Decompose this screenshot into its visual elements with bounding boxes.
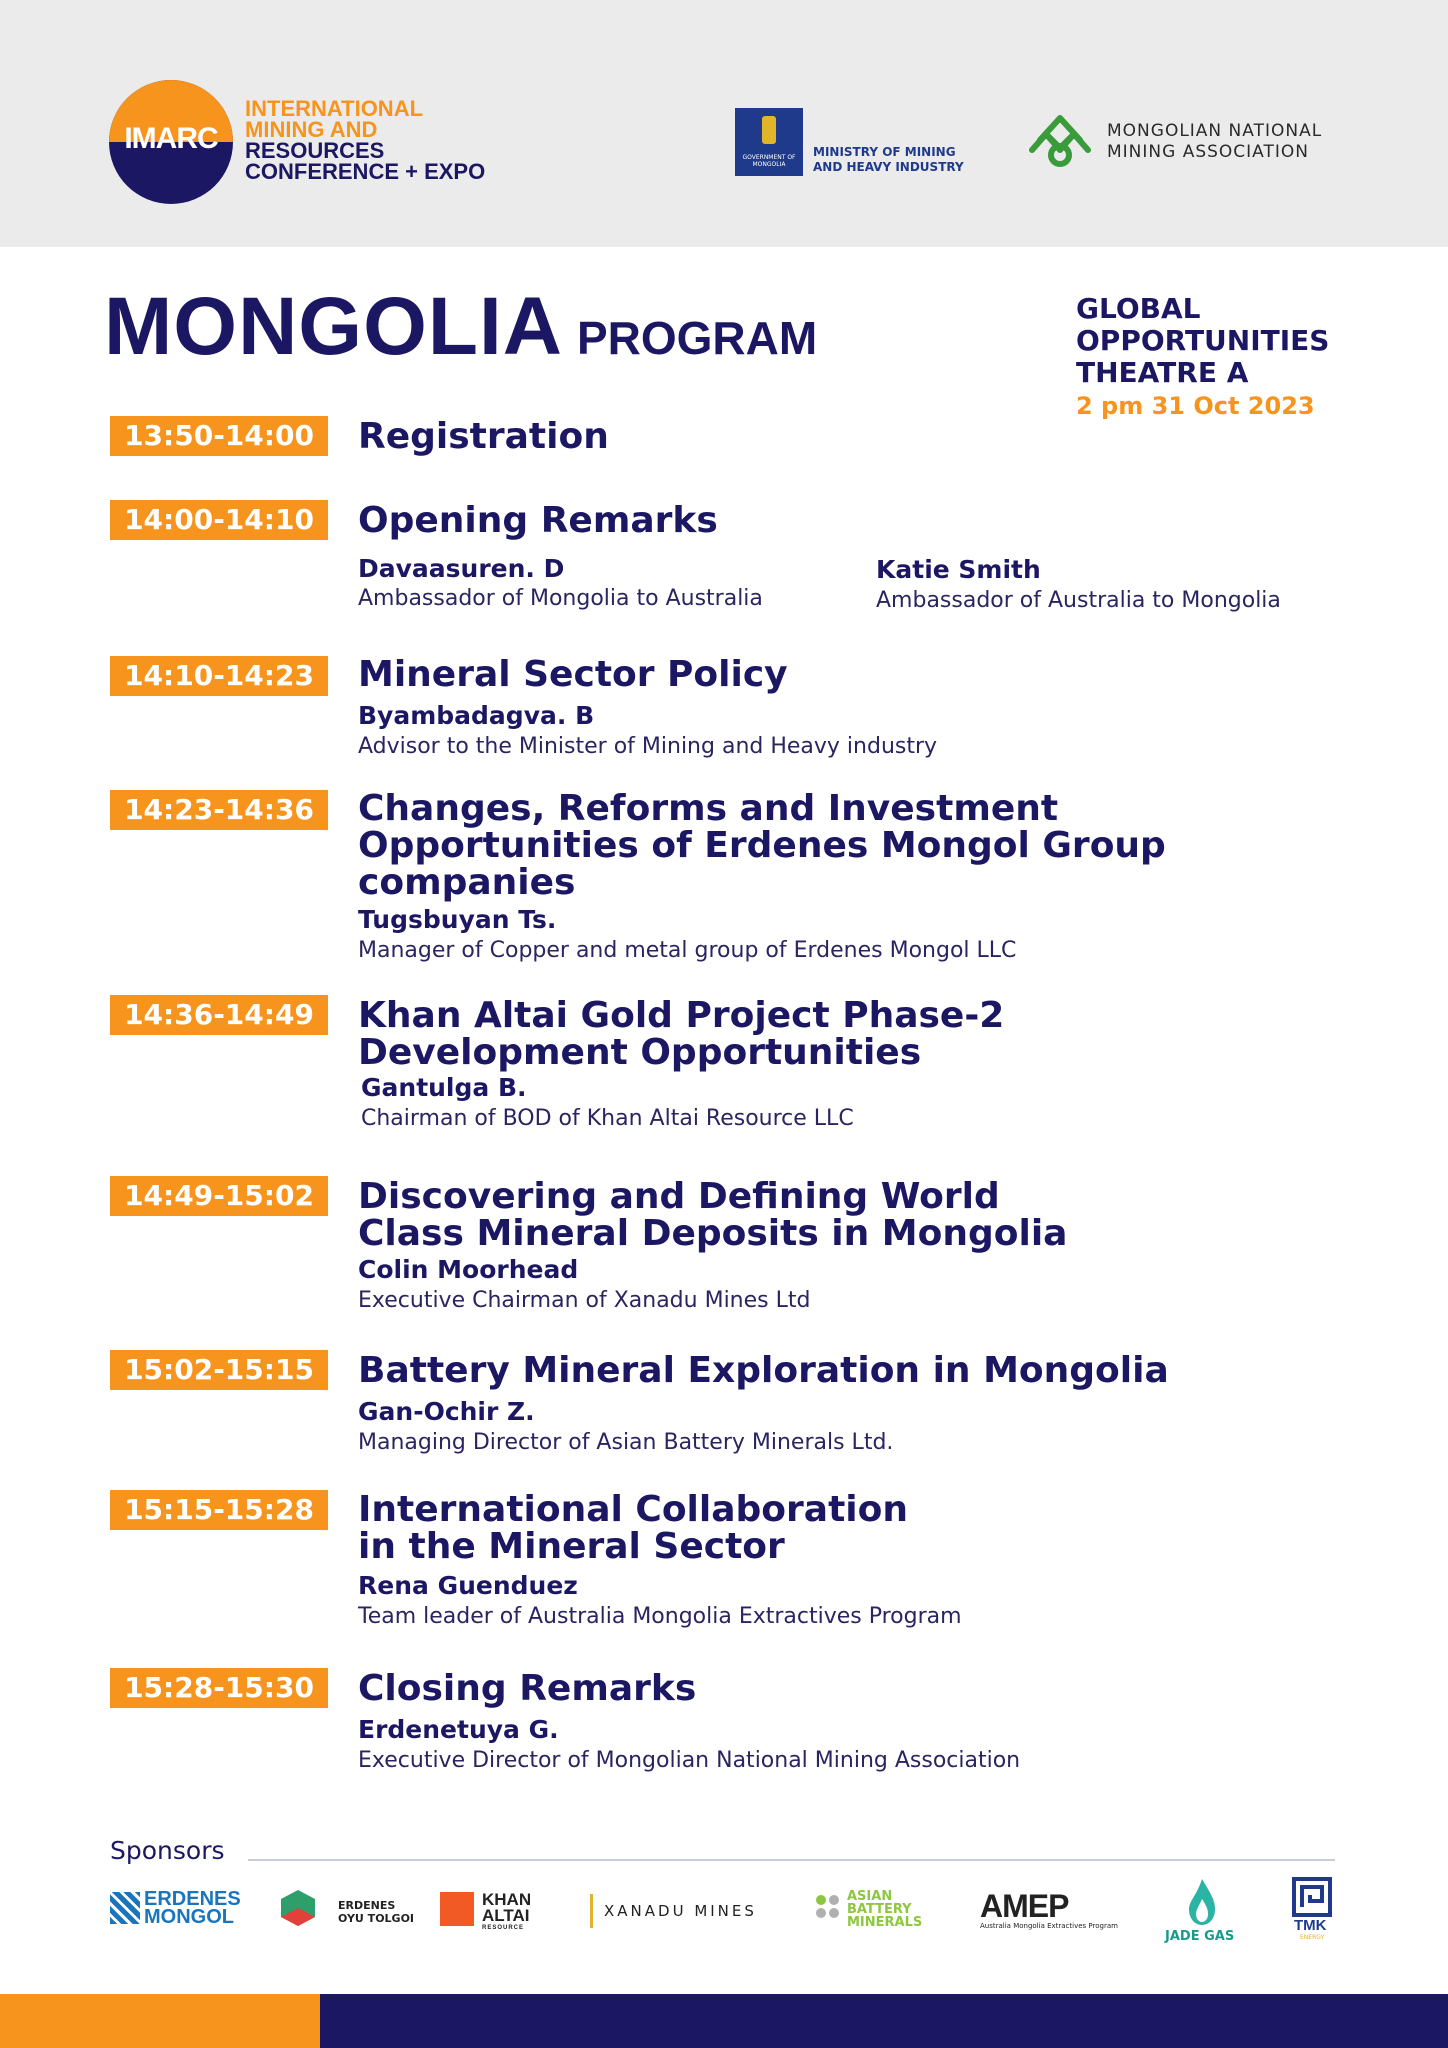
amep-logo xyxy=(980,1890,1118,1930)
ministry-line: AND HEAVY INDUSTRY xyxy=(813,160,964,174)
ministry-line: MINISTRY OF MINING xyxy=(813,145,956,159)
mnma-line: MONGOLIAN NATIONAL xyxy=(1107,121,1323,141)
title-main: MONGOLIA xyxy=(104,281,563,372)
session-time: 14:10-14:23 xyxy=(110,656,328,696)
battery-dots-icon xyxy=(815,1894,841,1920)
sponsors-heading: Sponsors xyxy=(110,1836,225,1865)
emblem-caption: GOVERNMENT OF xyxy=(742,154,796,161)
session-time: 14:00-14:10 xyxy=(110,500,328,540)
sponsor-text: ASIAN xyxy=(847,1889,893,1904)
sponsor-text: AMEP xyxy=(980,1888,1069,1924)
imarc-logo xyxy=(109,80,233,204)
sponsor-text: OYU TOLGOI xyxy=(338,1912,415,1925)
sponsor-text: JADE GAS xyxy=(1165,1929,1235,1944)
session-time: 14:36-14:49 xyxy=(110,995,328,1035)
imarc-line: MINING AND xyxy=(245,117,378,142)
session-title: Opportunities of Erdenes Mongol Group xyxy=(358,825,1166,866)
khan-altai-square-icon xyxy=(440,1892,474,1926)
session-title: Registration xyxy=(358,416,609,457)
speaker-role: Manager of Copper and metal group of Erdenes Mongol LLC xyxy=(358,938,1017,963)
sponsor-text: Australia Mongolia Extractives Program xyxy=(980,1922,1118,1930)
session-time: 13:50-14:00 xyxy=(110,416,328,456)
speaker-role: Advisor to the Minister of Mining and Heavy industry xyxy=(358,734,938,759)
mnma-line: MINING ASSOCIATION xyxy=(1107,142,1309,162)
speaker-role: Executive Chairman of Xanadu Mines Ltd xyxy=(358,1288,811,1313)
session-title: Opening Remarks xyxy=(358,500,718,541)
imarc-line: INTERNATIONAL xyxy=(245,96,424,121)
sponsor-text: RESOURCE xyxy=(482,1925,525,1931)
speaker-name: Rena Guenduez xyxy=(358,1571,578,1600)
sponsor-text: MINERALS xyxy=(847,1915,923,1930)
page-title xyxy=(104,280,817,374)
session-title: Discovering and Defining World xyxy=(358,1176,1000,1217)
speaker-name: Colin Moorhead xyxy=(358,1255,579,1284)
emblem-caption: MONGOLIA xyxy=(752,161,786,168)
ministry-name xyxy=(813,145,964,175)
sponsor-text: KHAN xyxy=(482,1890,532,1909)
session-title: companies xyxy=(358,862,576,903)
title-sub: PROGRAM xyxy=(576,312,818,364)
footer-bar-orange xyxy=(0,1994,320,2048)
venue-line: THEATRE A xyxy=(1076,356,1249,389)
session-title: Class Mineral Deposits in Mongolia xyxy=(358,1213,1068,1254)
speaker-role: Team leader of Australia Mongolia Extractives Program xyxy=(358,1604,962,1629)
session-title: Closing Remarks xyxy=(358,1668,697,1709)
venue-line: GLOBAL xyxy=(1076,292,1201,325)
session-time: 15:15-15:28 xyxy=(110,1490,328,1530)
session-title: International Collaboration xyxy=(358,1489,908,1530)
sponsor-text: TMK xyxy=(1294,1917,1327,1934)
speaker-role: Ambassador of Mongolia to Australia xyxy=(358,586,763,611)
sponsor-text: BATTERY xyxy=(847,1902,912,1917)
tmk-maze-icon xyxy=(1292,1877,1332,1917)
speaker-name: Katie Smith xyxy=(876,555,1041,584)
speaker-name: Erdenetuya G. xyxy=(358,1715,559,1744)
speaker-name: Gantulga B. xyxy=(361,1073,527,1102)
xanadu-bar-icon xyxy=(590,1894,593,1928)
session-time: 14:49-15:02 xyxy=(110,1176,328,1216)
sponsor-text: XANADU MINES xyxy=(604,1902,757,1920)
speaker-name: Gan-Ochir Z. xyxy=(358,1397,535,1426)
speaker-role: Ambassador of Australia to Mongolia xyxy=(876,588,1281,613)
sponsor-text: ENERGY xyxy=(1300,1934,1325,1941)
session-title: Development Opportunities xyxy=(358,1032,922,1073)
speaker-name: Byambadagva. B xyxy=(358,701,595,730)
session-title: Battery Mineral Exploration in Mongolia xyxy=(358,1350,1169,1391)
sponsor-text: ERDENES xyxy=(338,1899,396,1912)
speaker-role: Chairman of BOD of Khan Altai Resource LLC xyxy=(361,1106,854,1131)
sponsor-text: MONGOL xyxy=(144,1906,234,1928)
session-time: 15:28-15:30 xyxy=(110,1668,328,1708)
speaker-role: Executive Director of Mongolian National Mining Association xyxy=(358,1748,1021,1773)
speaker-name: Davaasuren. D xyxy=(358,554,565,583)
session-title: Changes, Reforms and Investment xyxy=(358,788,1059,829)
mnma-knot-icon xyxy=(1026,110,1094,170)
sponsor-text: ERDENES xyxy=(144,1888,241,1910)
oyu-tolgoi-hex-icon xyxy=(278,1888,318,1928)
sponsor-text: ALTAI xyxy=(482,1906,530,1925)
session-title: Khan Altai Gold Project Phase-2 xyxy=(358,995,1005,1036)
imarc-logo-word: IMARC xyxy=(124,122,218,155)
speaker-name: Tugsbuyan Ts. xyxy=(358,905,557,934)
imarc-wordmark xyxy=(245,98,485,182)
venue-block xyxy=(1076,293,1329,423)
venue-date: 2 pm 31 Oct 2023 xyxy=(1076,392,1315,420)
imarc-line: CONFERENCE + EXPO xyxy=(245,159,486,184)
erdenes-stripes-icon xyxy=(110,1892,140,1924)
session-time: 14:23-14:36 xyxy=(110,790,328,830)
government-emblem-icon xyxy=(735,108,803,176)
session-time: 15:02-15:15 xyxy=(110,1350,328,1390)
imarc-line: RESOURCES xyxy=(245,138,385,163)
session-title: Mineral Sector Policy xyxy=(358,654,788,695)
mnma-name xyxy=(1107,121,1322,163)
speaker-role: Managing Director of Asian Battery Minerals Ltd. xyxy=(358,1430,894,1455)
sponsors-divider xyxy=(248,1859,1335,1861)
session-title: in the Mineral Sector xyxy=(358,1526,785,1567)
jade-flame-icon xyxy=(1177,1877,1227,1927)
venue-line: OPPORTUNITIES xyxy=(1076,324,1330,357)
footer-bar-navy xyxy=(320,1994,1448,2048)
